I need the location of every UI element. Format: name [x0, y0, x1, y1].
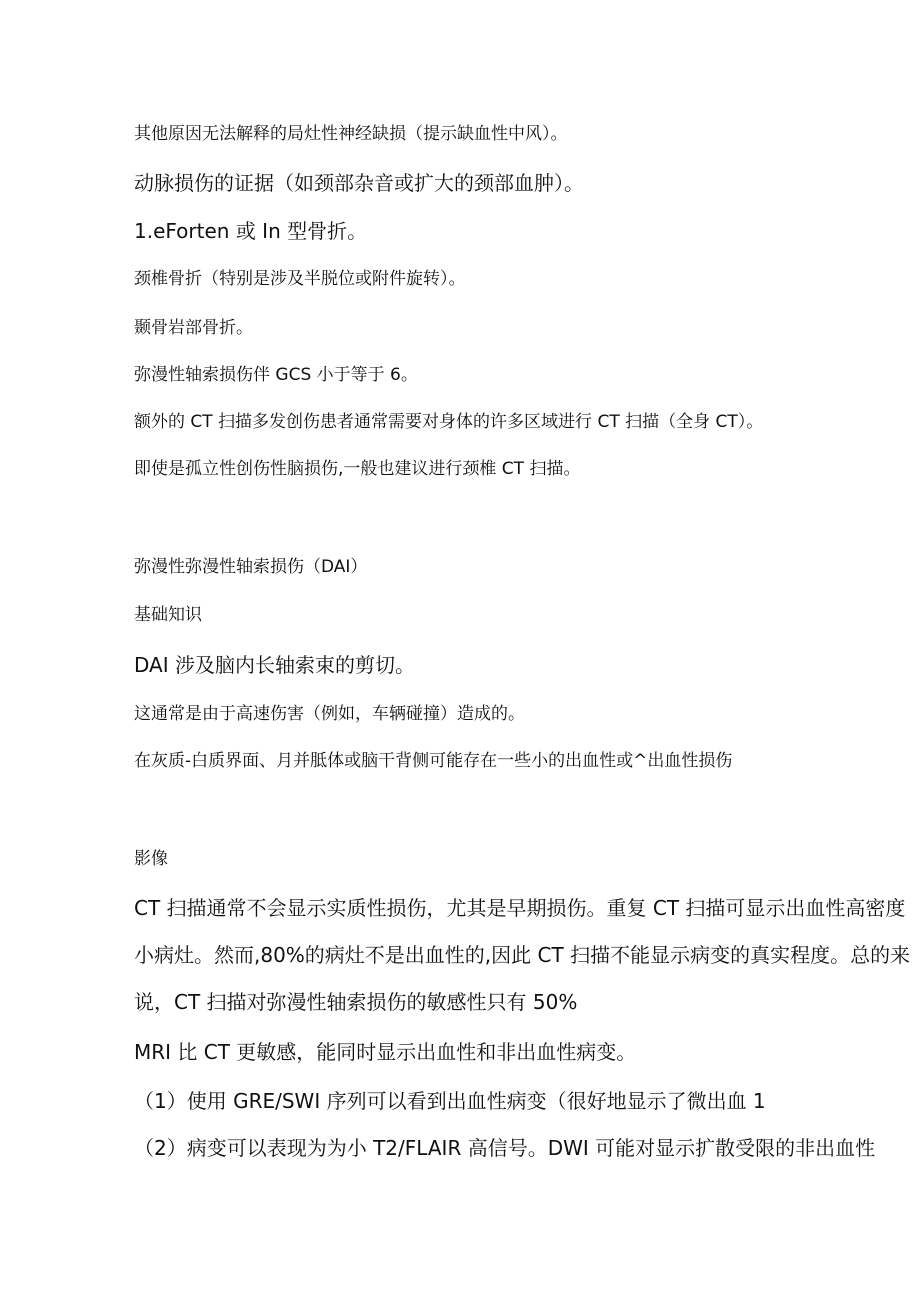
- text-line: 小病灶。然而,80%的病灶不是出血性的,因此 CT 扫描不能显示病变的真实程度。总的来: [134, 943, 911, 967]
- text-line: 颞骨岩部骨折。: [134, 318, 253, 338]
- text-line: DAI 涉及脑内长轴索束的剪切。: [134, 653, 415, 677]
- text-line: 这通常是由于高速伤害（例如，车辆碰撞）造成的。: [134, 704, 525, 724]
- text-line: CT 扫描通常不会显示实质性损伤，尤其是早期损伤。重复 CT 扫描可显示出血性高密度: [134, 896, 906, 920]
- text-line: 其他原因无法解释的局灶性神经缺损（提示缺血性中风）。: [134, 124, 568, 144]
- text-line: 额外的 CT 扫描多发创伤患者通常需要对身体的许多区域进行 CT 扫描（全身 CT）。: [134, 412, 764, 432]
- text-line: 1.eForten 或 In 型骨折。: [134, 219, 368, 243]
- text-line: （2）病变可以表现为为小 T2/FLAIR 高信号。DWI 可能对显示扩散受限的非出血性: [134, 1136, 876, 1160]
- text-line: MRI 比 CT 更敏感，能同时显示出血性和非出血性病变。: [134, 1040, 637, 1064]
- subsection-heading: 基础知识: [134, 605, 202, 625]
- text-line: 说，CT 扫描对弥漫性轴索损伤的敏感性只有 50%: [134, 990, 578, 1014]
- text-line: 在灰质-白质界面、月并胝体或脑干背侧可能存在一些小的出血性或^出血性损伤: [134, 751, 733, 771]
- text-line: 弥漫性轴索损伤伴 GCS 小于等于 6。: [134, 365, 418, 385]
- text-line: 动脉损伤的证据（如颈部杂音或扩大的颈部血肿）。: [134, 171, 584, 195]
- text-line: 颈椎骨折（特别是涉及半脱位或附件旋转）。: [134, 269, 466, 289]
- text-line: （1）使用 GRE/SWI 序列可以看到出血性病变（很好地显示了微出血 1: [134, 1089, 766, 1113]
- text-line: 即使是孤立性创伤性脑损伤,一般也建议进行颈椎 CT 扫描。: [134, 459, 581, 479]
- subsection-heading: 影像: [134, 849, 168, 869]
- section-heading: 弥漫性弥漫性轴索损伤（DAI）: [134, 557, 368, 577]
